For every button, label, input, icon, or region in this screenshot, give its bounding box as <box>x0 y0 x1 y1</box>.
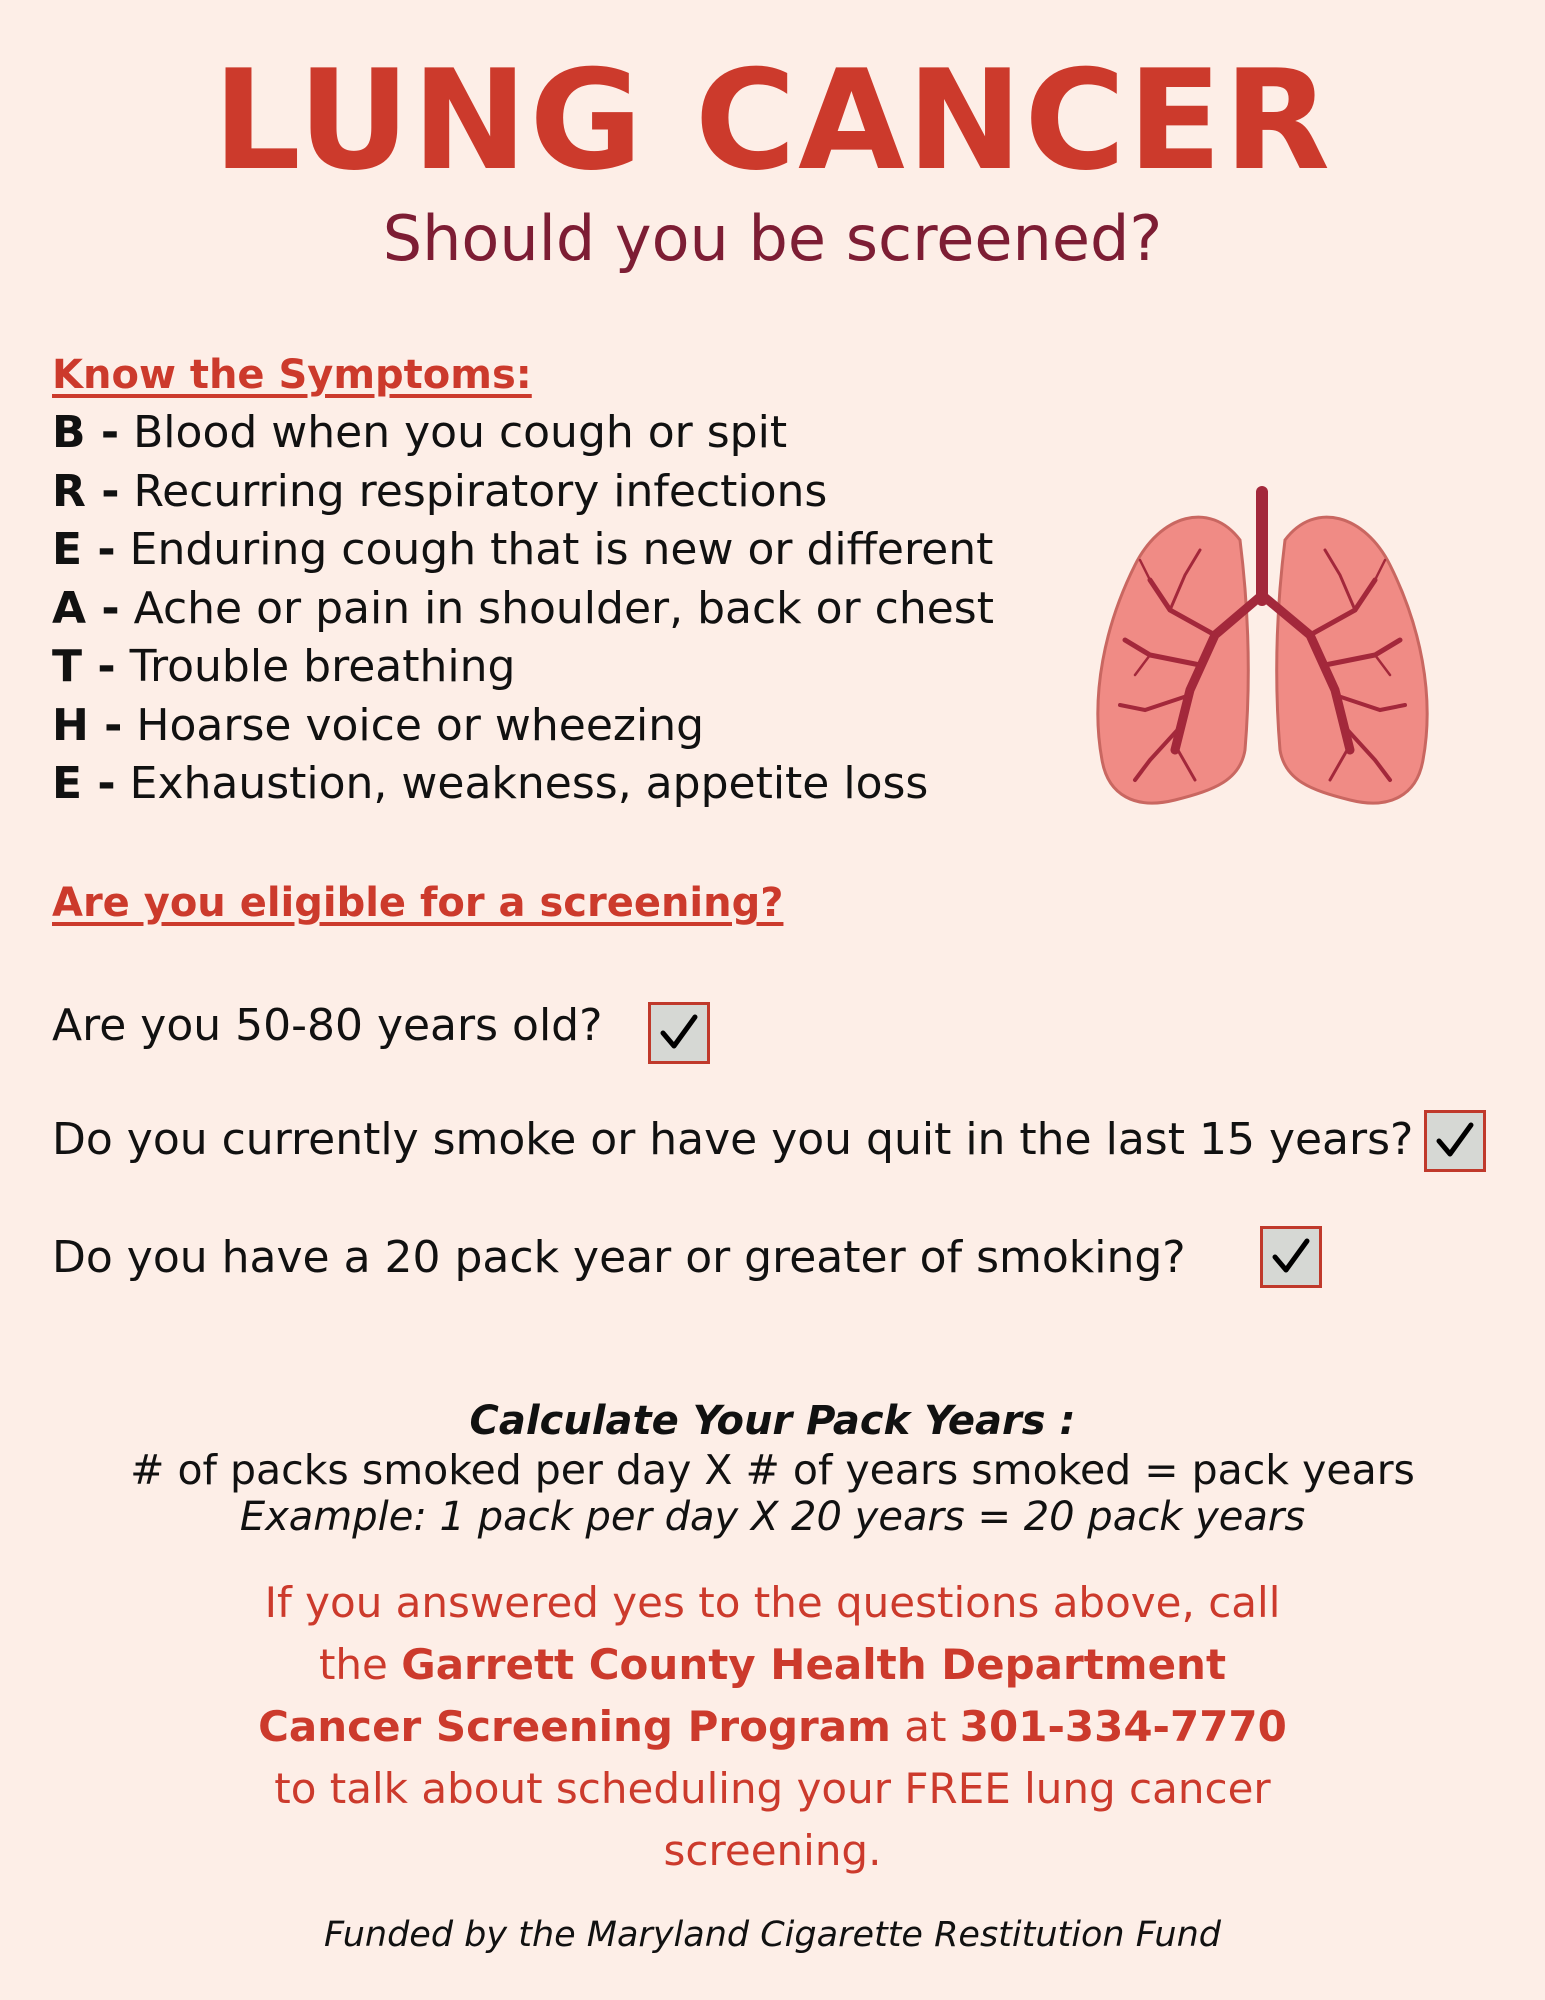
symptom-item <box>52 638 1052 697</box>
smoker-checkbox[interactable] <box>1424 1110 1486 1172</box>
cta-the: the <box>318 1640 388 1689</box>
calculator-title: Calculate Your Pack Years : <box>469 1398 1076 1444</box>
cta-line: If you answered yes to the questions above, call <box>264 1578 1281 1627</box>
symptom-letter: B - <box>52 407 120 458</box>
checkmark-icon <box>1269 1235 1313 1279</box>
eligibility-question: Are you 50-80 years old? <box>52 1000 603 1051</box>
symptom-item <box>52 755 1052 814</box>
funding-note: Funded by the Maryland Cigarette Restitution Fund <box>324 1915 1221 1955</box>
symptom-text: Hoarse voice or wheezing <box>136 699 705 751</box>
eligibility-question: Do you currently smoke or have you quit in the last 15 years? <box>52 1114 1414 1165</box>
symptom-item <box>52 521 1052 580</box>
cta-at: at <box>904 1702 947 1751</box>
cta-line: screening. <box>663 1826 882 1875</box>
symptom-text: Blood when you cough or spit <box>133 407 788 458</box>
calculator-example: Example: 1 pack per day X 20 years = 20 pack years <box>239 1494 1306 1540</box>
page-subtitle: Should you be screened? <box>382 202 1163 275</box>
symptom-letter: R - <box>52 465 120 517</box>
page-title: LUNG CANCER <box>212 40 1333 201</box>
age-checkbox[interactable] <box>648 1002 710 1064</box>
cta-line: to talk about scheduling your FREE lung cancer <box>274 1764 1271 1813</box>
lungs-icon <box>1090 480 1435 820</box>
cta-line <box>0 1696 1545 1758</box>
symptom-text: Enduring cough that is new or different <box>129 524 994 575</box>
symptoms-heading: Know the Symptoms: <box>52 352 532 398</box>
symptom-item <box>52 697 1052 756</box>
phone-number[interactable]: 301-334-7770 <box>959 1702 1287 1751</box>
symptom-item <box>52 463 1052 522</box>
eligibility-heading: Are you eligible for a screening? <box>52 880 784 926</box>
symptom-text: Exhaustion, weakness, appetite loss <box>129 758 929 809</box>
symptom-item <box>52 580 1052 639</box>
symptom-text: Recurring respiratory infections <box>133 465 828 517</box>
program-name: Cancer Screening Program <box>258 1702 891 1751</box>
calculator-formula: # of packs smoked per day X # of years smoked = pack years <box>130 1446 1415 1494</box>
symptom-letter: E - <box>52 524 116 575</box>
symptom-text: Trouble breathing <box>129 641 516 692</box>
symptom-letter: T - <box>52 641 116 692</box>
pack-year-checkbox[interactable] <box>1260 1226 1322 1288</box>
eligibility-question: Do you have a 20 pack year or greater of smoking? <box>52 1232 1186 1283</box>
checkmark-icon <box>657 1011 701 1055</box>
org-name: Garrett County Health Department <box>401 1640 1227 1689</box>
symptom-item <box>52 404 1052 463</box>
symptom-text: Ache or pain in shoulder, back or chest <box>133 582 994 634</box>
checkmark-icon <box>1433 1119 1477 1163</box>
symptom-letter: E - <box>52 758 116 809</box>
call-to-action <box>0 1572 1545 1882</box>
symptom-letter: H - <box>52 699 123 751</box>
cta-line <box>0 1634 1545 1696</box>
symptoms-list <box>52 404 1052 814</box>
symptom-letter: A - <box>52 582 120 634</box>
